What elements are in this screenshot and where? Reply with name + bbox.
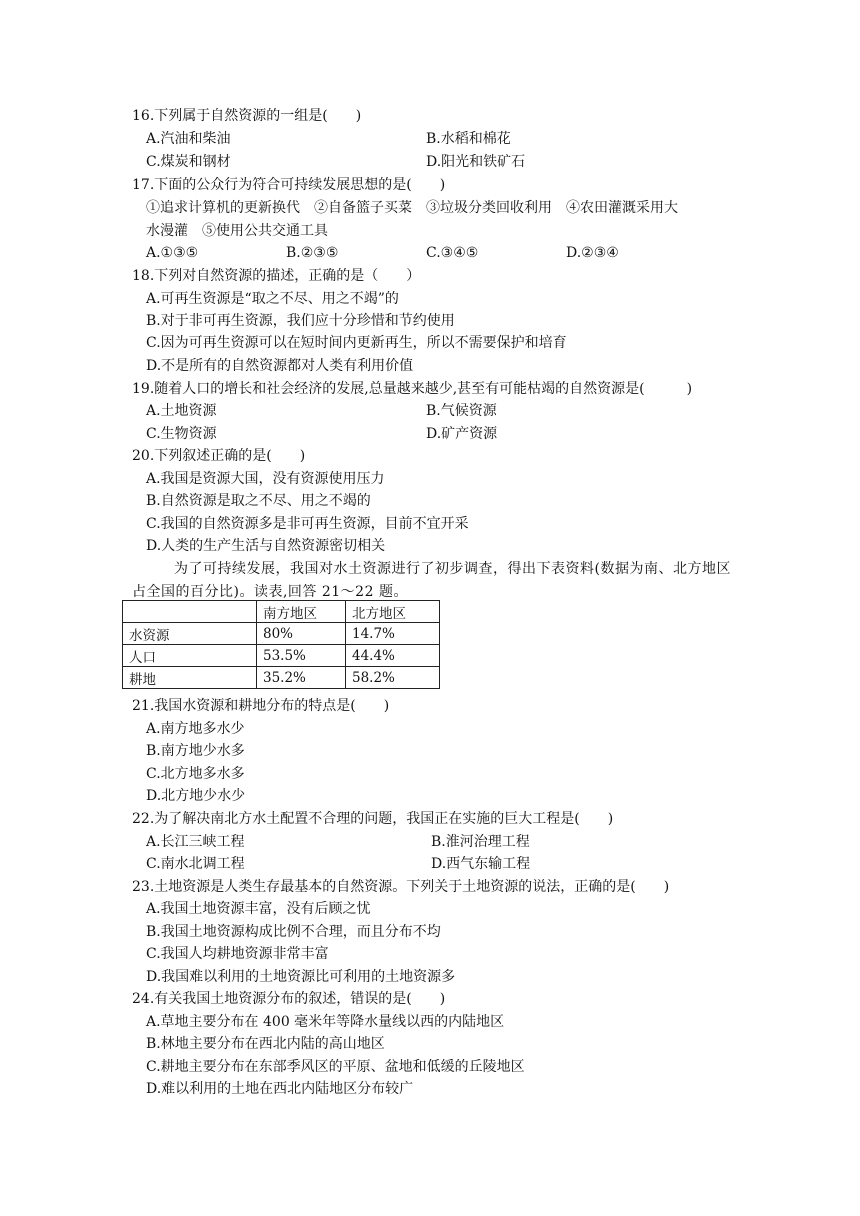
table-row — [123, 667, 440, 689]
q24-stem: 24.有关我国土地资源分布的叙述，错误的是( ) — [132, 991, 446, 1007]
table-cell: 14.7% — [346, 623, 440, 645]
table-cell: 耕地 — [123, 667, 257, 689]
q17-option-c: C.③④⑤ — [426, 245, 479, 261]
q16-option-a: A.汽油和柴油 — [146, 131, 231, 147]
q20-option-c: C.我国的自然资源多是非可再生资源，目前不宜开采 — [146, 516, 469, 532]
q18-option-b: B.对于非可再生资源，我们应十分珍惜和节约使用 — [146, 313, 455, 329]
q22-option-c: C.南水北调工程 — [146, 856, 245, 872]
q21-option-b: B.南方地少水多 — [146, 743, 245, 759]
q24-option-b: B.林地主要分布在西北内陆的高山地区 — [146, 1036, 385, 1052]
q17-option-b: B.②③⑤ — [286, 245, 339, 261]
q18-option-c: C.因为可再生资源可以在短时间内更新再生，所以不需要保护和培育 — [146, 335, 567, 351]
q22-option-b: B.淮河治理工程 — [431, 834, 530, 850]
q16-option-d: D.阳光和铁矿石 — [426, 154, 526, 170]
table-header-cell — [123, 601, 257, 623]
water-land-table — [122, 600, 440, 689]
q19-option-d: D.矿产资源 — [426, 426, 498, 442]
q17-option-d: D.②③④ — [566, 245, 619, 261]
q20-option-b: B.自然资源是取之不尽、用之不竭的 — [146, 493, 371, 509]
q24-option-d: D.难以利用的土地在西北内陆地区分布较广 — [146, 1081, 414, 1097]
q19-option-a: A.土地资源 — [146, 403, 217, 419]
q22-stem: 22.为了解决南北方水土配置不合理的问题，我国正在实施的巨大工程是( ) — [132, 811, 614, 827]
table-header-row — [123, 601, 440, 623]
table-cell: 水资源 — [123, 623, 257, 645]
table-row — [123, 645, 440, 667]
table-header-cell: 北方地区 — [346, 601, 440, 623]
table-cell: 80% — [257, 623, 346, 645]
table-row — [123, 623, 440, 645]
table-cell: 人口 — [123, 645, 257, 667]
table-cell: 35.2% — [257, 667, 346, 689]
q19-stem: 19.随着人口的增长和社会经济的发展,总量越来越少,甚至有可能枯竭的自然资源是( ) — [132, 381, 693, 397]
q16-stem: 16.下列属于自然资源的一组是( ) — [132, 108, 362, 124]
q24-option-c: C.耕地主要分布在东部季风区的平原、盆地和低缓的丘陵地区 — [146, 1059, 525, 1075]
q21-option-c: C.北方地多水多 — [146, 766, 245, 782]
q17-items-line1: ①追求计算机的更新换代 ②自备篮子买菜 ③垃圾分类回收利用 ④农田灌溉采用大 — [146, 200, 678, 216]
q21-stem: 21.我国水资源和耕地分布的特点是( ) — [132, 698, 390, 714]
q24-option-a: A.草地主要分布在 400 毫米年等降水量线以西的内陆地区 — [146, 1014, 505, 1030]
q16-option-c: C.煤炭和钢材 — [146, 154, 231, 170]
q23-option-b: B.我国土地资源构成比例不合理，而且分布不均 — [146, 924, 441, 940]
q18-option-d: D.不是所有的自然资源都对人类有利用价值 — [146, 358, 414, 374]
q20-option-d: D.人类的生产生活与自然资源密切相关 — [146, 538, 386, 554]
q17-stem: 17.下面的公众行为符合可持续发展思想的是( ) — [132, 177, 446, 193]
q19-option-b: B.气候资源 — [426, 403, 497, 419]
q21-option-d: D.北方地少水少 — [146, 788, 246, 804]
q18-option-a: A.可再生资源是“取之不尽、用之不竭”的 — [146, 291, 399, 307]
q23-option-c: C.我国人均耕地资源非常丰富 — [146, 946, 329, 962]
q23-stem: 23.土地资源是人类生存最基本的自然资源。下列关于土地资源的说法，正确的是( ) — [132, 879, 670, 895]
q20-option-a: A.我国是资源大国，没有资源使用压力 — [146, 471, 385, 487]
table-cell: 44.4% — [346, 645, 440, 667]
q19-option-c: C.生物资源 — [146, 426, 217, 442]
table-header-cell: 南方地区 — [257, 601, 346, 623]
q18-stem: 18.下列对自然资源的描述，正确的是（ ） — [132, 268, 421, 284]
q17-items-line2: 水漫灌 ⑤使用公共交通工具 — [146, 223, 328, 239]
q23-option-a: A.我国土地资源丰富，没有后顾之忧 — [146, 901, 371, 917]
q16-option-b: B.水稻和棉花 — [426, 131, 511, 147]
q20-stem: 20.下列叙述正确的是( ) — [132, 448, 306, 464]
table-cell: 53.5% — [257, 645, 346, 667]
table-intro-paragraph: 为了可持续发展，我国对水土资源进行了初步调查，得出下表资料(数据为南、北方地区占全国的百分比)。读表,回答 21～22 题。 — [132, 561, 731, 600]
q23-option-d: D.我国难以利用的土地资源比可利用的土地资源多 — [146, 969, 456, 985]
q22-option-d: D.西气东输工程 — [431, 856, 531, 872]
q22-option-a: A.长江三峡工程 — [146, 834, 245, 850]
q17-option-a: A.①③⑤ — [146, 245, 199, 261]
q21-option-a: A.南方地多水少 — [146, 721, 245, 737]
table-cell: 58.2% — [346, 667, 440, 689]
